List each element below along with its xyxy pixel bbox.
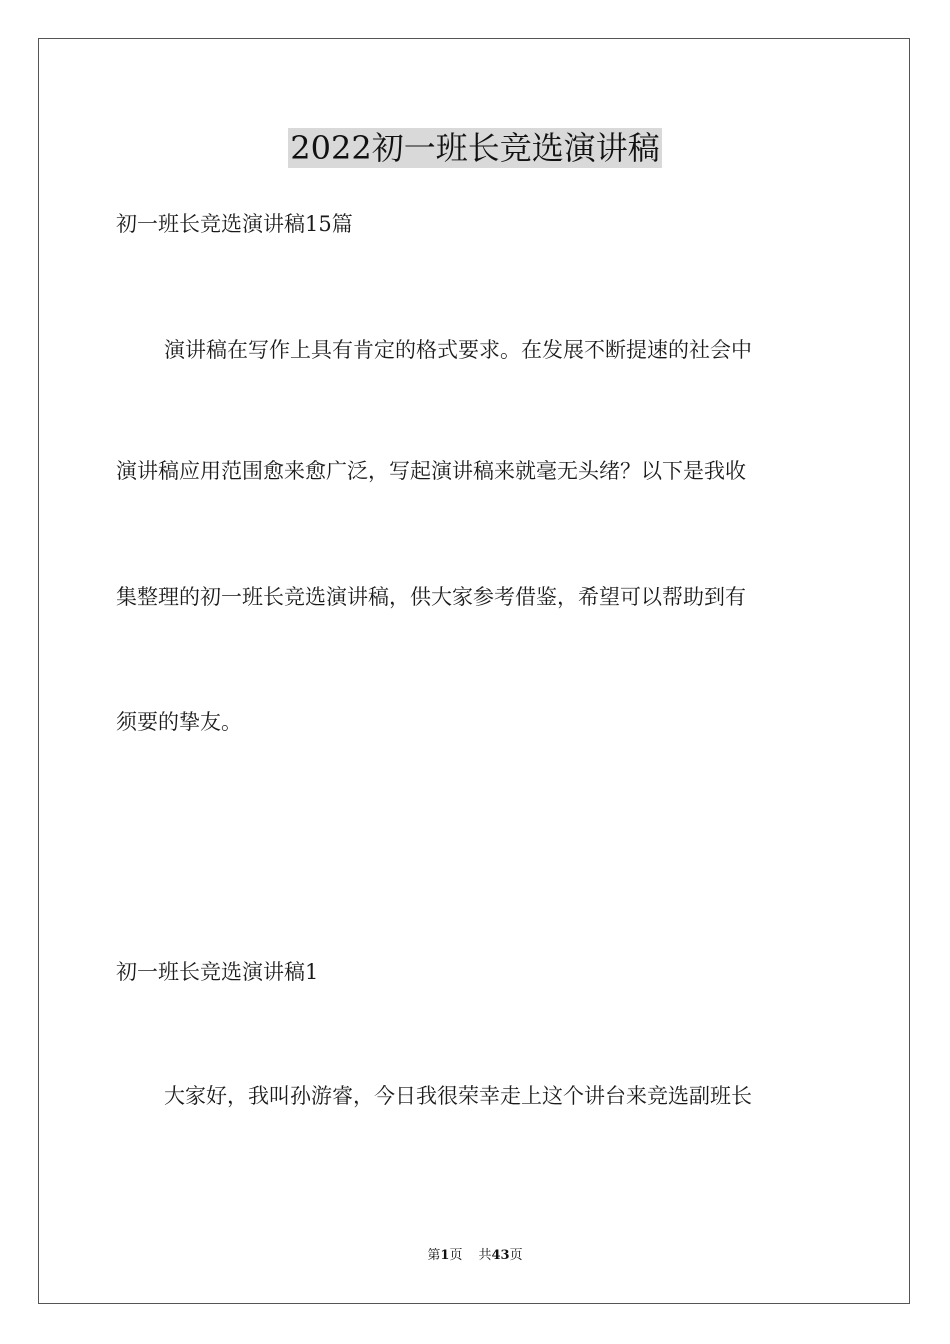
paragraph-line: 演讲稿在写作上具有肯定的格式要求。在发展不断提速的社会中 bbox=[164, 338, 752, 362]
paragraph-line: 大家好，我叫孙游睿，今日我很荣幸走上这个讲台来竞选副班长 bbox=[164, 1084, 752, 1108]
document-title: 2022初一班长竞选演讲稿 bbox=[290, 129, 660, 167]
document-subtitle: 初一班长竞选演讲稿15篇 bbox=[116, 212, 353, 236]
total-prefix: 共 bbox=[478, 1248, 492, 1263]
section-heading: 初一班长竞选演讲稿1 bbox=[116, 960, 319, 984]
page-footer bbox=[0, 1247, 950, 1265]
paragraph-line: 集整理的初一班长竞选演讲稿，供大家参考借鉴，希望可以帮助到有 bbox=[116, 585, 746, 609]
page-prefix: 第 bbox=[427, 1248, 441, 1263]
paragraph-line: 须要的挚友。 bbox=[116, 710, 242, 734]
total-suffix: 页 bbox=[509, 1248, 523, 1263]
paragraph-line: 演讲稿应用范围愈来愈广泛，写起演讲稿来就毫无头绪？以下是我收 bbox=[116, 459, 746, 483]
title-container bbox=[0, 128, 950, 168]
total-page-number: 43 bbox=[491, 1248, 510, 1263]
current-page-number: 1 bbox=[440, 1248, 450, 1263]
page-suffix: 页 bbox=[449, 1248, 463, 1263]
